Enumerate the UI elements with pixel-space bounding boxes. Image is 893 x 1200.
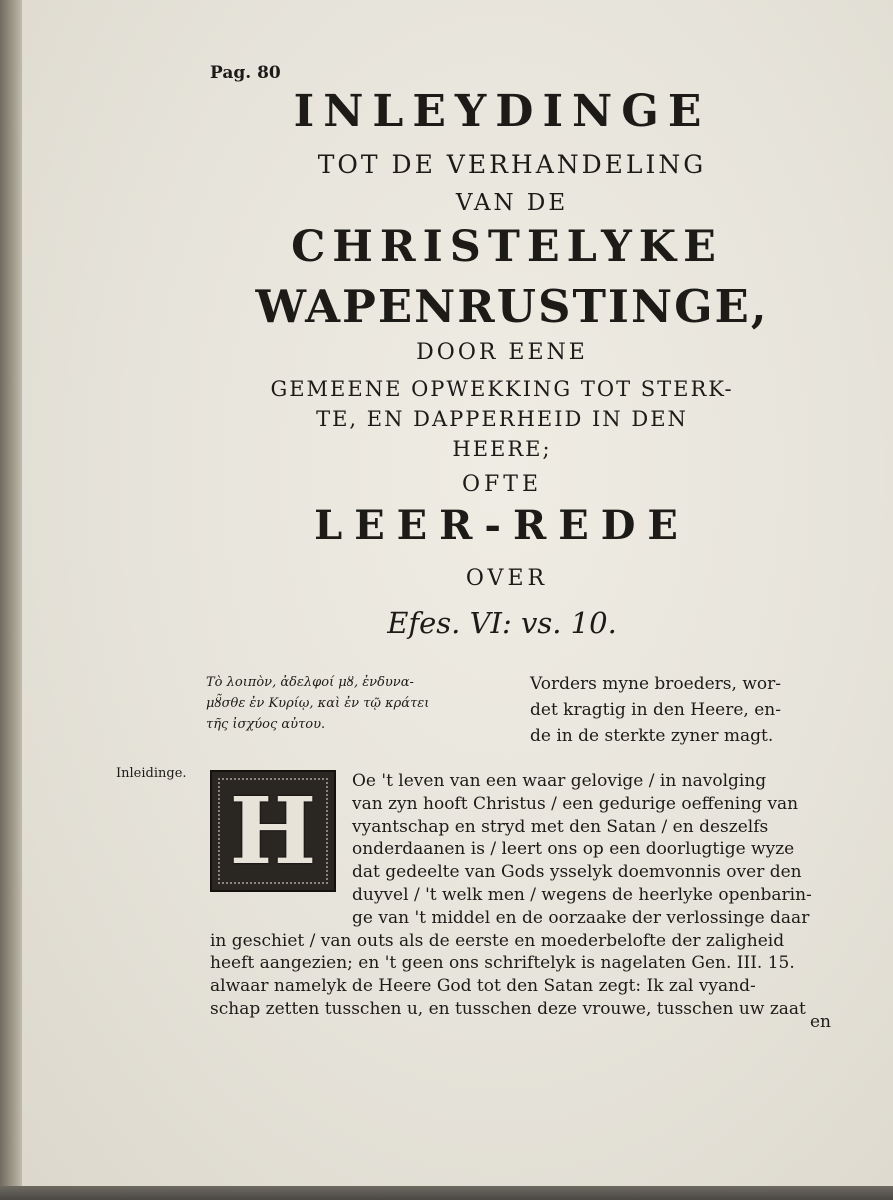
title-ofte: OFTE <box>461 472 543 497</box>
title-christelyke: CHRISTELYKE <box>291 222 723 272</box>
initial-letter: H <box>229 777 317 885</box>
body-line-8: in geschiet / van outs als de eerste en moederbelofte der zaligheid <box>210 930 785 951</box>
body-line-10: alwaar namelyk de Heere God tot den Satan zegt: Ik zal vyand- <box>210 976 756 997</box>
body-line-6: duyvel / 't welk men / wegens de heerlyke openbarin- <box>352 884 812 905</box>
subtitle-line-3: HEERE; <box>452 437 552 461</box>
decorated-initial <box>210 770 336 892</box>
title-verhandeling: TOT DE VERHANDELING <box>317 150 707 179</box>
book-page <box>22 0 893 1186</box>
greek-verse <box>206 672 526 735</box>
subtitle-line-1: GEMEENE OPWEKKING TOT STERK- <box>270 377 734 401</box>
title-leer-rede: LEER-REDE <box>314 502 690 549</box>
catchword: en <box>810 1012 832 1032</box>
greek-line-1: Τὸ λοιπὸν, ἀδελφοί μȣ, ἐνδυνα- <box>206 675 414 690</box>
body-line-11: schap zetten tusschen u, en tusschen deze vrouwe, tusschen uw zaat <box>210 998 806 1019</box>
greek-line-2: μȣ̃σθε ἐν Κυρίῳ, καὶ ἐν τῷ κράτει <box>206 696 430 711</box>
title-wapenrustinge: WAPENRUSTINGE, <box>255 280 769 333</box>
dutch-line-2: det kragtig in den Heere, en- <box>530 700 781 720</box>
title-over: OVER <box>465 566 549 591</box>
dutch-line-1: Vorders myne broeders, wor- <box>530 674 781 694</box>
title-van-de: VAN DE <box>455 190 569 216</box>
body-line-4: onderdaanen is / leert ons op een doorlugtige wyze <box>352 839 795 860</box>
body-line-2: van zyn hooft Christus / een gedurige oeffening van <box>352 793 799 814</box>
dutch-line-3: de in de sterkte zyner magt. <box>530 726 774 746</box>
initial-ornament-border <box>218 778 328 884</box>
page-number: Pag. 80 <box>210 63 281 83</box>
body-line-5: dat gedeelte van Gods ysselyk doemvonnis over den <box>352 862 802 883</box>
title-inleydinge: INLEYDINGE <box>293 86 711 137</box>
subtitle-line-2: TE, EN DAPPERHEID IN DEN <box>316 407 688 431</box>
greek-line-3: τῆς ἰσχύος αὐτου. <box>206 717 326 732</box>
title-subtitle <box>202 374 802 464</box>
body-line-9: heeft aangezien; en 't geen ons schriftelyk is nagelaten Gen. III. 15. <box>210 953 795 974</box>
body-line-1: Oe 't leven van een waar gelovige / in navolging <box>352 771 767 791</box>
margin-note: Inleidinge. <box>116 766 187 781</box>
body-line-7: ge van 't middel en de oorzaake der verlossinge daar <box>352 907 810 928</box>
title-scripture-reference: Efes. VI: vs. 10. <box>387 606 617 640</box>
page-bottom-edge <box>0 1186 893 1200</box>
body-line-3: vyantschap en stryd met den Satan / en deszelfs <box>352 816 769 837</box>
title-door-eene: DOOR EENE <box>416 340 588 365</box>
dutch-verse <box>530 671 815 749</box>
